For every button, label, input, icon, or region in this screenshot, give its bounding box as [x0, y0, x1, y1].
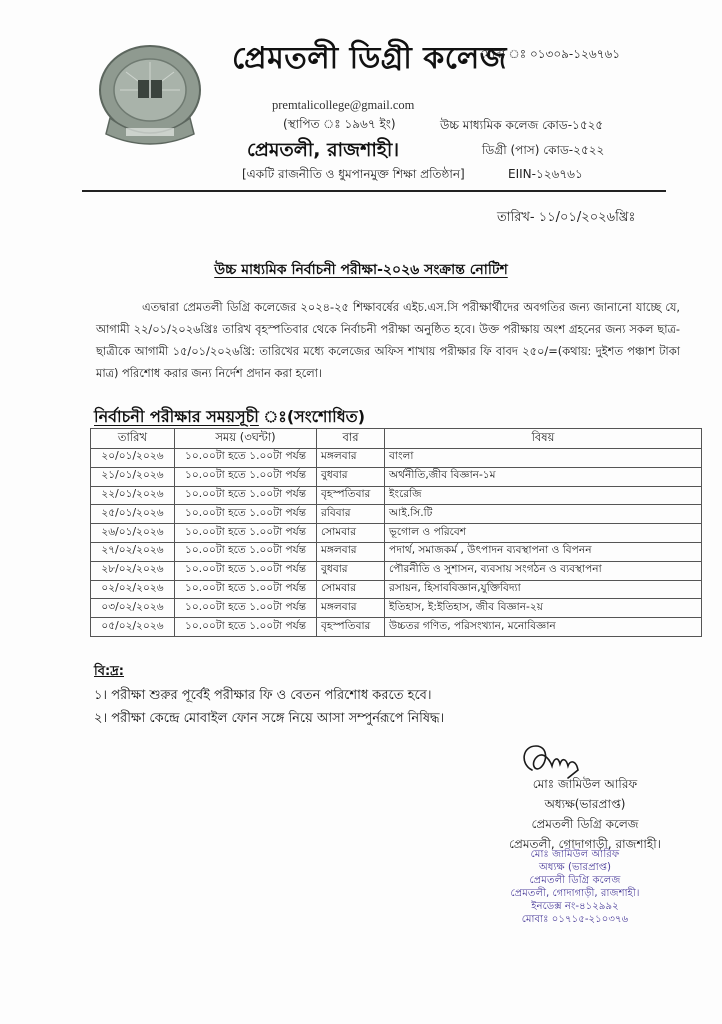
cell-subject: অর্থনীতি,জীব বিজ্ঞান-১ম [385, 467, 702, 486]
eiin-number: EIIN-১২৬৭৬১ [508, 167, 583, 181]
cell-day: সোমবার [317, 580, 385, 599]
table-row [91, 561, 702, 580]
schedule-heading [94, 404, 365, 431]
cell-time: ১০.০০টা হতে ১.০০টা পর্যন্ত [175, 542, 317, 561]
column-header-day: বার [317, 429, 385, 449]
schedule-heading-suffix: ঃ(সংশোধিত) [258, 407, 366, 426]
cell-subject: রসায়ন, হিসাববিজ্ঞান,যুক্তিবিদ্যা [385, 580, 702, 599]
cell-time: ১০.০০টা হতে ১.০০টা পর্যন্ত [175, 505, 317, 524]
cell-subject: ইংরেজি [385, 486, 702, 505]
signatory-address: প্রেমতলী, গোদাগাড়ী, রাজশাহী। [509, 837, 661, 851]
notice-body: এতদ্বারা প্রেমতলী ডিগ্রি কলেজের ২০২৪-২৫ শিক্ষাবর্ষের এইচ.এস.সি পরীক্ষার্থীদের অবগতির জন্য জানানো যাচ্ছে যে, আগামী ২২/০১/২০২৬খ্রিঃ তারিখ বৃহস্পতিবার থেকে নির্বাচনী পরীক্ষা অনুষ্ঠিত হবে। উক্ত পরীক্ষায় অংশ গ্রহনের জন্য সকল ছাত্র-ছাত্রীকে আগামী ১৫/০১/২০২৬খ্রি: তারিখের মধ্যে কলেজের অফিস শাখায় পরীক্ষার ফি বাবদ ২৫০/=(কথায়: দুইশত পঞ্চাশ টাকা মাত্র) পরিশোধ করার জন্য নির্দেশ প্রদান করা হলো। [96, 300, 680, 380]
table-row [91, 618, 702, 637]
cell-day: মঙ্গলবার [317, 449, 385, 468]
cell-day: বৃহস্পতিবার [317, 486, 385, 505]
signatory-designation: অধ্যক্ষ(ভারপ্রাপ্ত) [544, 797, 626, 811]
column-header-subject: বিষয় [385, 429, 702, 449]
cell-time: ১০.০০টা হতে ১.০০টা পর্যন্ত [175, 580, 317, 599]
note-item: ১। পরীক্ষা শুরুর পূর্বেই পরীক্ষার ফি ও বেতন পরিশোধ করতে হবে। [94, 688, 432, 703]
cell-time: ১০.০০টা হতে ১.০০টা পর্যন্ত [175, 561, 317, 580]
table-row [91, 486, 702, 505]
established-year: (স্থাপিত ঃ ১৯৬৭ ইং) [283, 117, 396, 131]
cell-time: ১০.০০টা হতে ১.০০টা পর্যন্ত [175, 449, 317, 468]
stamp-line: ইনডেক্স নং-৪১২৯৯২ [531, 901, 619, 912]
cell-day: বুধবার [317, 467, 385, 486]
cell-date: ২৮/০২/২০২৬ [91, 561, 175, 580]
stamp-line: মোঃ জামিউল আরিফ [530, 849, 620, 860]
header-divider [82, 190, 666, 192]
table-row [91, 449, 702, 468]
note-item: ২। পরীক্ষা কেন্দ্রে মোবাইল ফোন সঙ্গে নিয়ে আসা সম্পুর্নরূপে নিষিদ্ধ। [94, 711, 445, 726]
cell-day: বৃহস্পতিবার [317, 618, 385, 637]
table-row [91, 505, 702, 524]
table-row [91, 542, 702, 561]
degree-code: ডিগ্রী (পাস) কোড-২৫২২ [482, 143, 605, 157]
table-row [91, 599, 702, 618]
table-row [91, 580, 702, 599]
college-address: প্রেমতলী, রাজশাহী। [247, 139, 400, 161]
column-header-time: সময় (৩ঘন্টা) [175, 429, 317, 449]
column-header-date: তারিখ [91, 429, 175, 449]
cell-subject: আই.সি.টি [385, 505, 702, 524]
notice-title-text: উচ্চ মাধ্যমিক নির্বাচনী পরীক্ষা-২০২৬ সংক্রান্ত নোটিশ [214, 262, 508, 278]
cell-subject: পদার্থ, সমাজকর্ম , উৎপাদন ব্যবস্থাপনা ও বিপনন [385, 542, 702, 561]
stamp-line: প্রেমতলী, গোদাগাড়ী, রাজশাহী। [510, 888, 640, 899]
cell-day: সোমবার [317, 524, 385, 543]
notes-list [94, 684, 444, 730]
signatory-name: মোঃ জামিউল আরিফ [532, 777, 638, 791]
notes-heading: বি:দ্র: [94, 664, 124, 679]
stamp-line: মোবাঃ ০১৭১৫-২১০৩৭৬ [521, 914, 629, 925]
college-mobile: মোবা ঃ ০১৩০৯-১২৬৭৬১ [480, 47, 621, 61]
cell-subject: উচ্চতর গণিত, পরিসংখ্যান, মনোবিজ্ঞান [385, 618, 702, 637]
cell-date: ২৫/০১/২০২৬ [91, 505, 175, 524]
schedule-heading-main: নির্বাচনী পরীক্ষার সময়সূচী [94, 407, 259, 426]
college-name: প্রেমতলী ডিগ্রী কলেজ [232, 41, 508, 76]
cell-date: ০৫/০২/২০২৬ [91, 618, 175, 637]
stamp-line: প্রেমতলী ডিগ্রি কলেজ [529, 875, 621, 886]
cell-day: মঙ্গলবার [317, 542, 385, 561]
college-logo [96, 44, 204, 150]
notice-title [0, 258, 722, 282]
cell-day: বুধবার [317, 561, 385, 580]
signatory-block [460, 774, 710, 854]
cell-subject: বাংলা [385, 449, 702, 468]
cell-subject: ভূগোল ও পরিবেশ [385, 524, 702, 543]
schedule-rows [91, 449, 702, 637]
signatory-institution: প্রেমতলী ডিগ্রি কলেজ [531, 817, 639, 831]
cell-date: ২৬/০১/২০২৬ [91, 524, 175, 543]
hsc-college-code: উচ্চ মাধ্যমিক কলেজ কোড-১৫২৫ [440, 118, 604, 132]
cell-date: ২২/০১/২০২৬ [91, 486, 175, 505]
cell-subject: পৌরনীতি ও সুশাসন, ব্যবসায় সংগঠন ও ব্যবস্থাপনা [385, 561, 702, 580]
cell-time: ১০.০০টা হতে ১.০০টা পর্যন্ত [175, 618, 317, 637]
official-stamp [480, 848, 670, 926]
college-tagline: [একটি রাজনীতি ও ধুমপানমুক্ত শিক্ষা প্রতিষ্ঠান] [242, 167, 465, 181]
cell-subject: ইতিহাস, ই:ইতিহাস, জীব বিজ্ঞান-২য় [385, 599, 702, 618]
cell-time: ১০.০০টা হতে ১.০০টা পর্যন্ত [175, 467, 317, 486]
exam-schedule-table [90, 428, 702, 637]
table-row [91, 467, 702, 486]
cell-day: মঙ্গলবার [317, 599, 385, 618]
cell-time: ১০.০০টা হতে ১.০০টা পর্যন্ত [175, 524, 317, 543]
cell-time: ১০.০০টা হতে ১.০০টা পর্যন্ত [175, 486, 317, 505]
cell-day: রবিবার [317, 505, 385, 524]
table-row [91, 524, 702, 543]
cell-time: ১০.০০টা হতে ১.০০টা পর্যন্ত [175, 599, 317, 618]
table-header-row [91, 429, 702, 449]
cell-date: ২১/০১/২০২৬ [91, 467, 175, 486]
cell-date: ০৩/০২/২০২৬ [91, 599, 175, 618]
notice-date: তারিখ- ১১/০১/২০২৬খ্রিঃ [497, 210, 636, 225]
college-email: premtalicollege@gmail.com [272, 98, 415, 112]
cell-date: ২৭/০২/২০২৬ [91, 542, 175, 561]
cell-date: ০২/০২/২০২৬ [91, 580, 175, 599]
stamp-line: অধ্যক্ষ (ভারপ্রাপ্ত) [538, 862, 611, 873]
cell-date: ২০/০১/২০২৬ [91, 449, 175, 468]
